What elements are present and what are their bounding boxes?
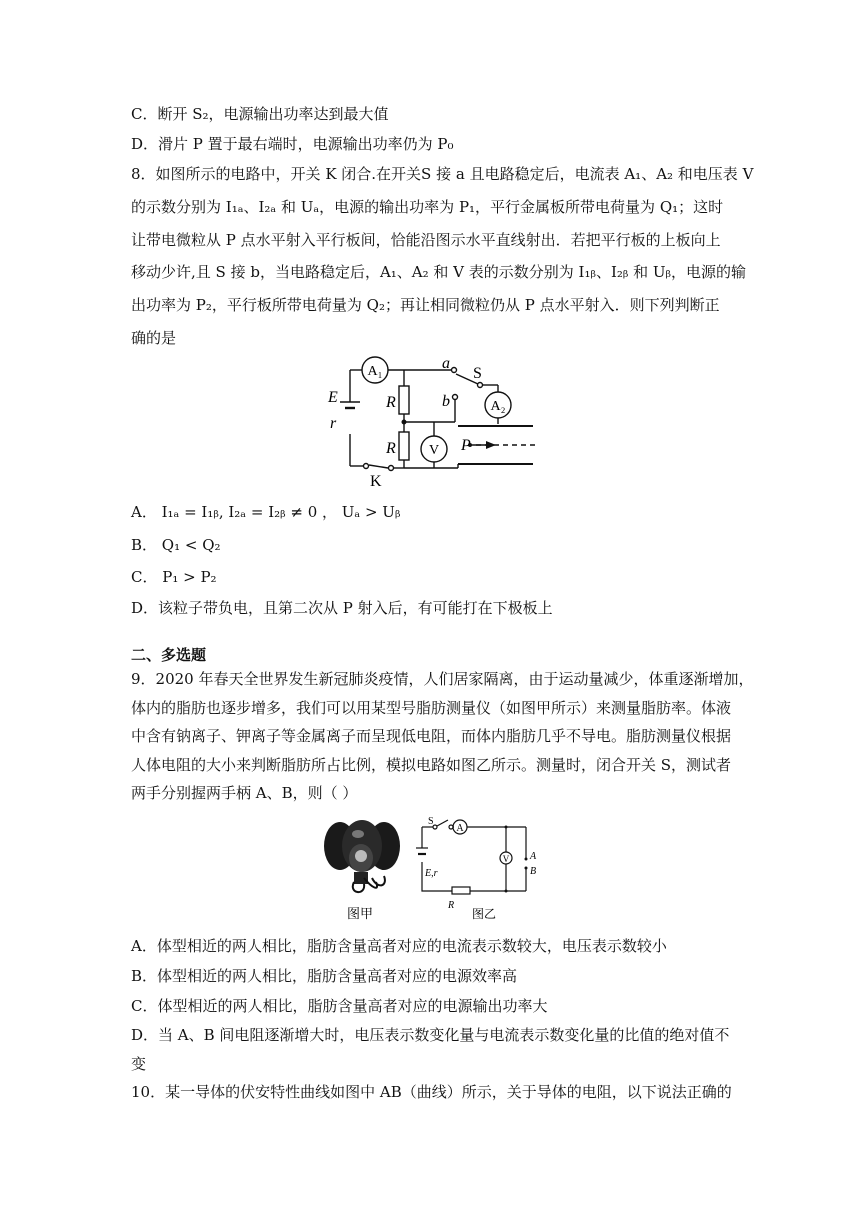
- q8-option-c: C． P₁ > P₂: [131, 568, 217, 586]
- voltmeter-label: V: [428, 443, 440, 458]
- voltmeter-label: V: [502, 854, 510, 864]
- section-title: 二、多选题: [131, 646, 207, 664]
- point-p-label: P: [461, 437, 471, 454]
- q9-stem-line: 中含有钠离子、钾离子等金属离子而呈现低电阻，而体内脂肪几乎不导电。脂肪测量仪根据: [131, 727, 732, 745]
- switch-s-label: S: [473, 365, 482, 382]
- q8-stem-line: 移动少许,且 S 接 b，当电路稳定后，A₁、A₂ 和 V 表的示数分别为 I₁ᵦ、I₂ᵦ 和 Uᵦ，电源的输: [131, 263, 746, 281]
- emf-label: E,r: [425, 868, 438, 879]
- ammeter-a1-label: A₁: [367, 364, 383, 379]
- ammeter-label: A: [456, 823, 464, 834]
- emf-label: E: [328, 389, 338, 406]
- terminal-a-label: a: [442, 355, 450, 372]
- q9-stem-line: 9．2020 年春天全世界发生新冠肺炎疫情，人们居家隔离，由于运动量减少，体重逐渐增加，: [131, 670, 754, 688]
- fat-meter-circuit-diagram: [414, 812, 554, 924]
- handle-a-label: A: [530, 851, 537, 862]
- q9-option-a: A．体型相近的两人相比，脂肪含量高者对应的电流表示数较大，电压表示数较小: [131, 937, 667, 955]
- q9-stem-line: 两手分别握两手柄 A、B，则（ ）: [131, 784, 358, 802]
- q8-stem-line: 8．如图所示的电路中，开关 K 闭合.在开关S 接 a 且电路稳定后，电流表 A₁、A₂ 和电压表 V: [131, 165, 754, 183]
- q9-stem-line: 人体电阻的大小来判断脂肪所占比例，模拟电路如图乙所示。测量时，闭合开关 S，测试者: [131, 756, 732, 774]
- ammeter-a2-label: A₂: [490, 399, 506, 414]
- option-d-prev: D．滑片 P 置于最右端时，电源输出功率仍为 P₀: [131, 135, 454, 153]
- q9-stem-line: 体内的脂肪也逐步增多，我们可以用某型号脂肪测量仪（如图甲所示）来测量脂肪率。体液: [131, 699, 732, 717]
- q8-stem-line: 出功率为 P₂，平行板所带电荷量为 Q₂；再让相同微粒仍从 P 点水平射入．则下列判断正: [131, 296, 720, 314]
- fig-jia-caption: 图甲: [346, 906, 374, 921]
- q9-option-b: B．体型相近的两人相比，脂肪含量高者对应的电源效率高: [131, 967, 518, 985]
- q9-option-d-cont: 变: [131, 1055, 147, 1073]
- q9-option-c: C．体型相近的两人相比，脂肪含量高者对应的电源输出功率大: [131, 997, 548, 1015]
- fat-meter-device-image: [314, 812, 410, 924]
- q8-option-a: A． I₁ₐ = I₁ᵦ, I₂ₐ = I₂ᵦ ≠ 0 ， Uₐ > Uᵦ: [131, 503, 401, 521]
- q8-option-d: D．该粒子带负电，且第二次从 P 射入后，有可能打在下极板上: [131, 599, 553, 617]
- switch-k-label: K: [370, 473, 382, 490]
- terminal-b-label: b: [442, 393, 450, 410]
- switch-s-label: S: [428, 816, 434, 827]
- resistor-top-label: R: [386, 394, 396, 411]
- option-c-prev: C．断开 S₂，电源输出功率达到最大值: [131, 105, 389, 123]
- q9-option-d: D．当 A、B 间电阻逐渐增大时，电压表示数变化量与电流表示数变化量的比值的绝对值不: [131, 1026, 730, 1044]
- resistor-label: R: [448, 900, 455, 911]
- q10-stem-line: 10．某一导体的伏安特性曲线如图中 AB（曲线）所示，关于导体的电阻，以下说法正确的: [131, 1083, 732, 1101]
- q8-stem-line: 让带电微粒从 P 点水平射入平行板间，恰能沿图示水平直线射出．若把平行板的上板向上: [131, 231, 721, 249]
- internal-r-label: r: [330, 415, 337, 432]
- q8-circuit-diagram: [318, 352, 544, 490]
- q8-option-b: B． Q₁ < Q₂: [131, 536, 221, 554]
- q8-stem-line: 的示数分别为 I₁ₐ、I₂ₐ 和 Uₐ，电源的输出功率为 P₁，平行金属板所带电荷量为 Q₁；这时: [131, 198, 724, 216]
- handle-b-label: B: [530, 866, 537, 877]
- q8-stem-line: 确的是: [131, 329, 177, 347]
- resistor-bottom-label: R: [386, 440, 396, 457]
- fig-yi-caption: 图乙: [471, 907, 497, 921]
